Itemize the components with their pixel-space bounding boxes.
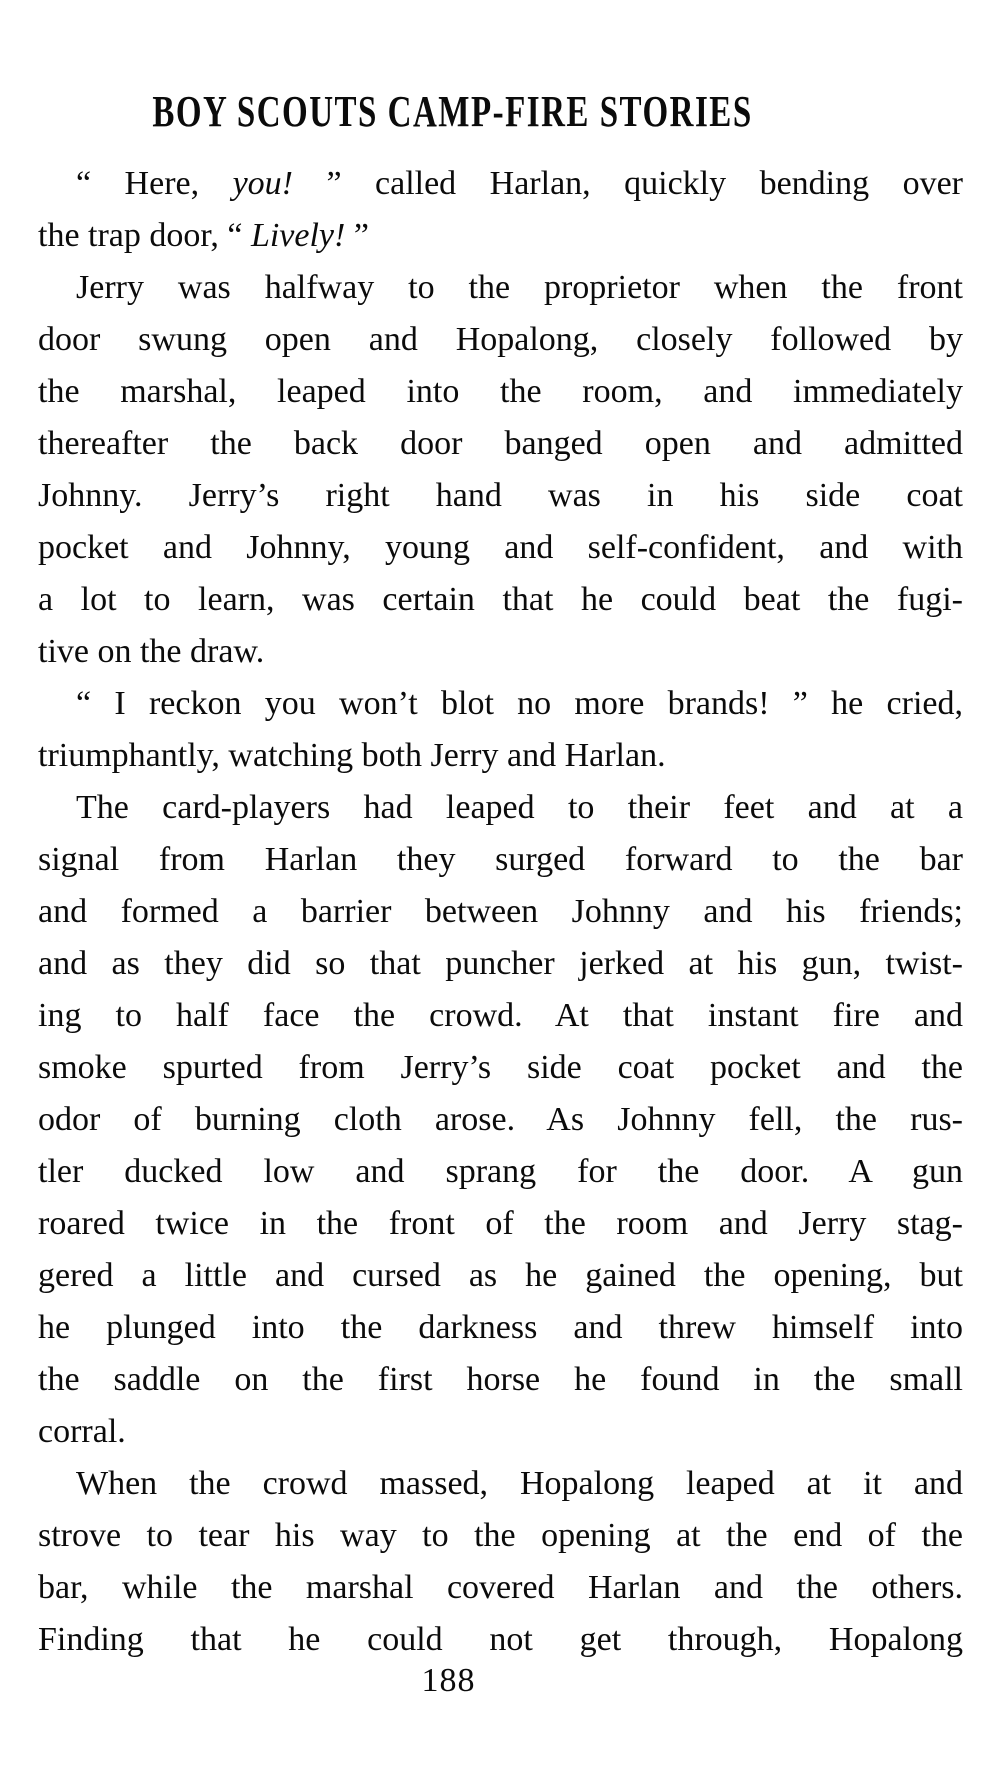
text-line: “ I reckon you won’t blot no more brands! ” he cried,: [76, 685, 963, 722]
text-line: signal from Harlan they surged forward to the bar: [38, 841, 963, 878]
text-line: tler ducked low and sprang for the door. A gun: [38, 1153, 963, 1190]
text-line: door swung open and Hopalong, closely followed by: [38, 321, 963, 358]
text-run: the trap door, “: [38, 217, 251, 254]
text-line: The card-players had leaped to their feet and at a: [76, 789, 963, 826]
text-line: a lot to learn, was certain that he could beat the fugi-: [38, 581, 963, 618]
text-run-italic: you!: [232, 165, 293, 202]
text-line: bar, while the marshal covered Harlan and the others.: [38, 1569, 963, 1606]
text-line: roared twice in the front of the room and Jerry stag-: [38, 1205, 963, 1242]
text-line: he plunged into the darkness and threw himself into: [38, 1309, 963, 1346]
text-line: smoke spurted from Jerry’s side coat pocket and the: [38, 1049, 963, 1086]
text-line: Johnny. Jerry’s right hand was in his side coat: [38, 477, 963, 514]
text-run: “ Here,: [76, 165, 233, 202]
text-run-italic: Lively!: [250, 217, 346, 254]
text-line: tive on the draw.: [38, 633, 265, 670]
text-line: [38, 158, 963, 210]
text-line: triumphantly, watching both Jerry and Harlan.: [38, 737, 666, 774]
text-line: thereafter the back door banged open and admitted: [38, 425, 963, 462]
text-line: When the crowd massed, Hopalong leaped at it and: [76, 1465, 963, 1502]
text-line: pocket and Johnny, young and self-confident, and with: [38, 529, 963, 566]
text-line: ing to half face the crowd. At that instant fire and: [38, 997, 963, 1034]
page-title: BOY SCOUTS CAMP-FIRE STORIES: [152, 87, 753, 136]
text-line: the marshal, leaped into the room, and immediately: [38, 373, 963, 410]
text-line: the saddle on the first horse he found in the small: [38, 1361, 963, 1398]
text-line: strove to tear his way to the opening at the end of the: [38, 1517, 963, 1554]
text-line: odor of burning cloth arose. As Johnny fell, the rus-: [38, 1101, 963, 1138]
book-page: [38, 0, 963, 1765]
story-text: [38, 158, 963, 1666]
page-number: 188: [421, 1662, 476, 1699]
text-run: ” called Harlan, quickly bending over: [293, 165, 963, 202]
text-line: [38, 210, 963, 262]
text-line: and formed a barrier between Johnny and his friends;: [38, 893, 963, 930]
text-line: corral.: [38, 1413, 126, 1450]
text-line: Jerry was halfway to the proprietor when the front: [76, 269, 963, 306]
text-line: Finding that he could not get through, Hopalong: [38, 1621, 963, 1658]
text-line: gered a little and cursed as he gained the opening, but: [38, 1257, 963, 1294]
text-run: ”: [345, 217, 369, 254]
text-line: and as they did so that puncher jerked at his gun, twist-: [38, 945, 963, 982]
